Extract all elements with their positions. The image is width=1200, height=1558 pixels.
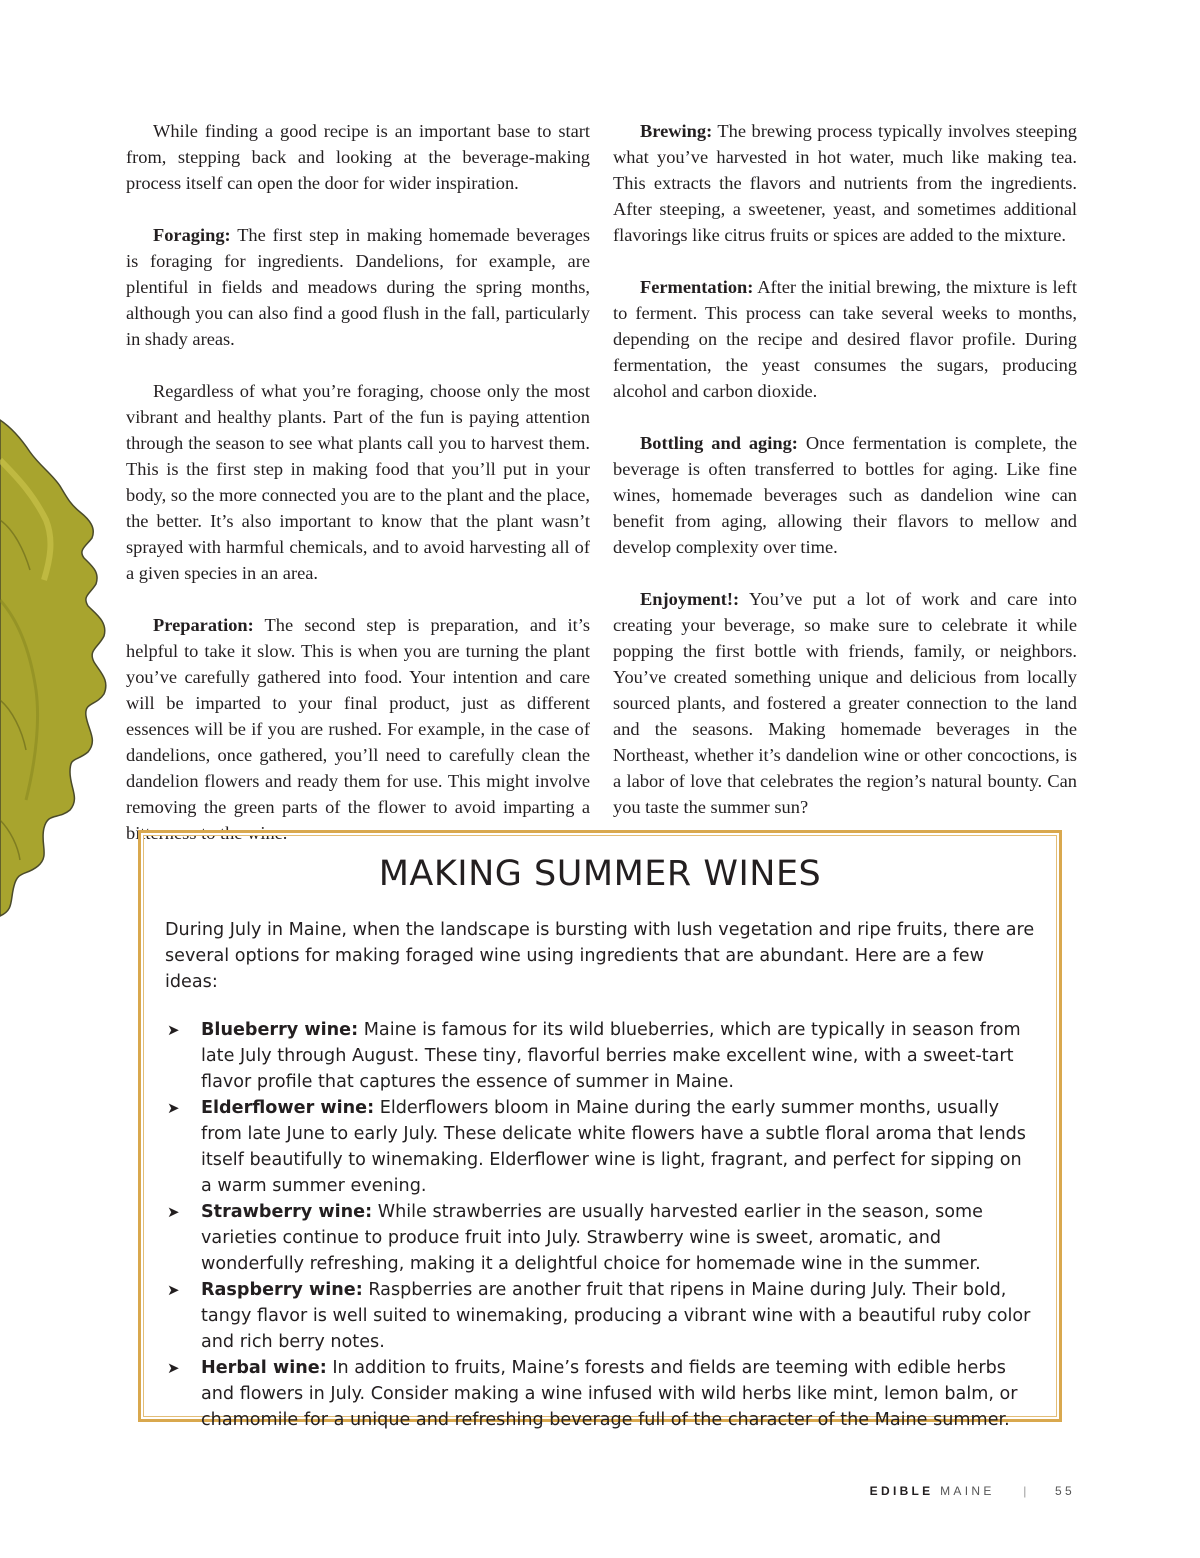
right-column xyxy=(613,118,1077,820)
list-item-blueberry: ➤ Blueberry wine: Maine is famous for its wild blueberries, which are typically in season from late July through August. These tiny, flavorful berries make excellent wine, with a sweet-tart flavor profile that captures the essence of summer in Maine. xyxy=(165,1017,1035,1095)
wine-list xyxy=(165,1017,1035,1433)
footer-separator: | xyxy=(1023,1484,1027,1498)
footer-brand: EDIBLE xyxy=(869,1484,934,1498)
sidebar-box xyxy=(138,830,1062,1430)
paragraph-preparation: Preparation: The second step is preparation, and it’s helpful to take it slow. This is when you are turning the plant you’ve carefully gathered into food. Your intention and care will be imparted to your final product, just as different essences will be if you are rushed. For example, in the case of dandelions, once gathered, you’ll need to carefully clean the dandelion flowers and ready them for use. This might involve removing the green parts of the flower to avoid imparting a bitterness to the wine. xyxy=(126,615,590,843)
sidebar-title: MAKING SUMMER WINES xyxy=(378,854,822,894)
paragraph-brewing: Brewing: The brewing process typically involves steeping what you’ve harvested in hot water, much like making tea. This extracts the flavors and nutrients from the ingredients. After steeping, a sweetener, yeast, and sometimes additional flavorings like citrus fruits or spices are added to the mixture. xyxy=(613,121,1077,245)
paragraph-bottling: Bottling and aging: Once fermentation is complete, the beverage is often transferred to bottles for aging. Like fine wines, homemade beverages such as dandelion wine can benefit from aging, allowing their flavors to mellow and develop complexity over time. xyxy=(613,433,1078,557)
sidebar-intro: During July in Maine, when the landscape is bursting with lush vegetation and ripe fruits, there are several options for making foraged wine using ingredients that are abundant. Here are a few ideas: xyxy=(165,920,1035,992)
list-item-raspberry: ➤ Raspberry wine: Raspberries are another fruit that ripens in Maine during July. Their bold, tangy flavor is well suited to winemaking, producing a vibrant wine with a beautiful ruby color and rich berry notes. xyxy=(165,1277,1035,1355)
arrow-bullet-icon: ➤ xyxy=(167,1359,180,1377)
paragraph-fermentation: Fermentation: After the initial brewing, the mixture is left to ferment. This process can take several weeks to months, depending on the recipe and desired flavor profile. During fermentation, the yeast consumes the sugars, producing alcohol and carbon dioxide. xyxy=(613,277,1077,401)
arrow-bullet-icon: ➤ xyxy=(167,1281,180,1299)
arrow-bullet-icon: ➤ xyxy=(167,1099,180,1117)
paragraph-foraging: Foraging: The first step in making homemade beverages is foraging for ingredients. Dandelions, for example, are plentiful in fields and meadows during the spring months, although you can also find a good flush in the fall, particularly in shady areas. xyxy=(126,225,590,349)
list-item-herbal: ➤ Herbal wine: In addition to fruits, Maine’s forests and fields are teeming with edible herbs and flowers in July. Consider making a wine infused with wild herbs like mint, lemon balm, or chamomile for a unique and refreshing beverage full of the character of the Maine summer. xyxy=(165,1355,1035,1433)
arrow-bullet-icon: ➤ xyxy=(167,1203,180,1221)
paragraph-enjoyment: Enjoyment!: You’ve put a lot of work and care into creating your beverage, so make sure to celebrate it while popping the first bottle with friends, family, or neighbors. You’ve created something unique and delicious from locally sourced plants, and fostered a greater connection to the land and the seasons. Making homemade beverages in the Northeast, whether it’s dandelion wine or other concoctions, is a labor of love that celebrates the region’s natural bounty. Can you taste the summer sun? xyxy=(613,589,1077,817)
list-item-elderflower: ➤ Elderflower wine: Elderflowers bloom in Maine during the early summer months, usually from late June to early July. These delicate white flowers have a subtle floral aroma that lends itself beautifully to winemaking. Elderflower wine is light, fragrant, and perfect for sipping on a warm summer evening. xyxy=(165,1095,1035,1199)
leaf-illustration xyxy=(0,400,140,960)
page-number: 55 xyxy=(1055,1484,1075,1498)
list-item-strawberry: ➤ Strawberry wine: While strawberries are usually harvested earlier in the season, some varieties continue to produce fruit into July. Strawberry wine is sweet, aromatic, and wonderfully refreshing, making it a delightful choice for homemade wine in the summer. xyxy=(165,1199,1035,1277)
paragraph-intro: While finding a good recipe is an important base to start from, stepping back and looking at the beverage-making process itself can open the door for wider inspiration. xyxy=(126,121,590,193)
left-column xyxy=(126,118,590,846)
arrow-bullet-icon: ➤ xyxy=(167,1021,180,1039)
paragraph-regardless: Regardless of what you’re foraging, choose only the most vibrant and healthy plants. Part of the fun is paying attention through the season to see what plants call you to harvest them. This is the first step in making food that you’ll put in your body, so the more connected you are to the plant and the place, the better. It’s also important to know that the plant wasn’t sprayed with harmful chemicals, and to avoid harvesting all of a given species in an area. xyxy=(126,381,590,583)
leaf-shape xyxy=(0,420,106,916)
page-footer xyxy=(870,1484,1075,1498)
footer-region: MAINE xyxy=(940,1484,995,1498)
